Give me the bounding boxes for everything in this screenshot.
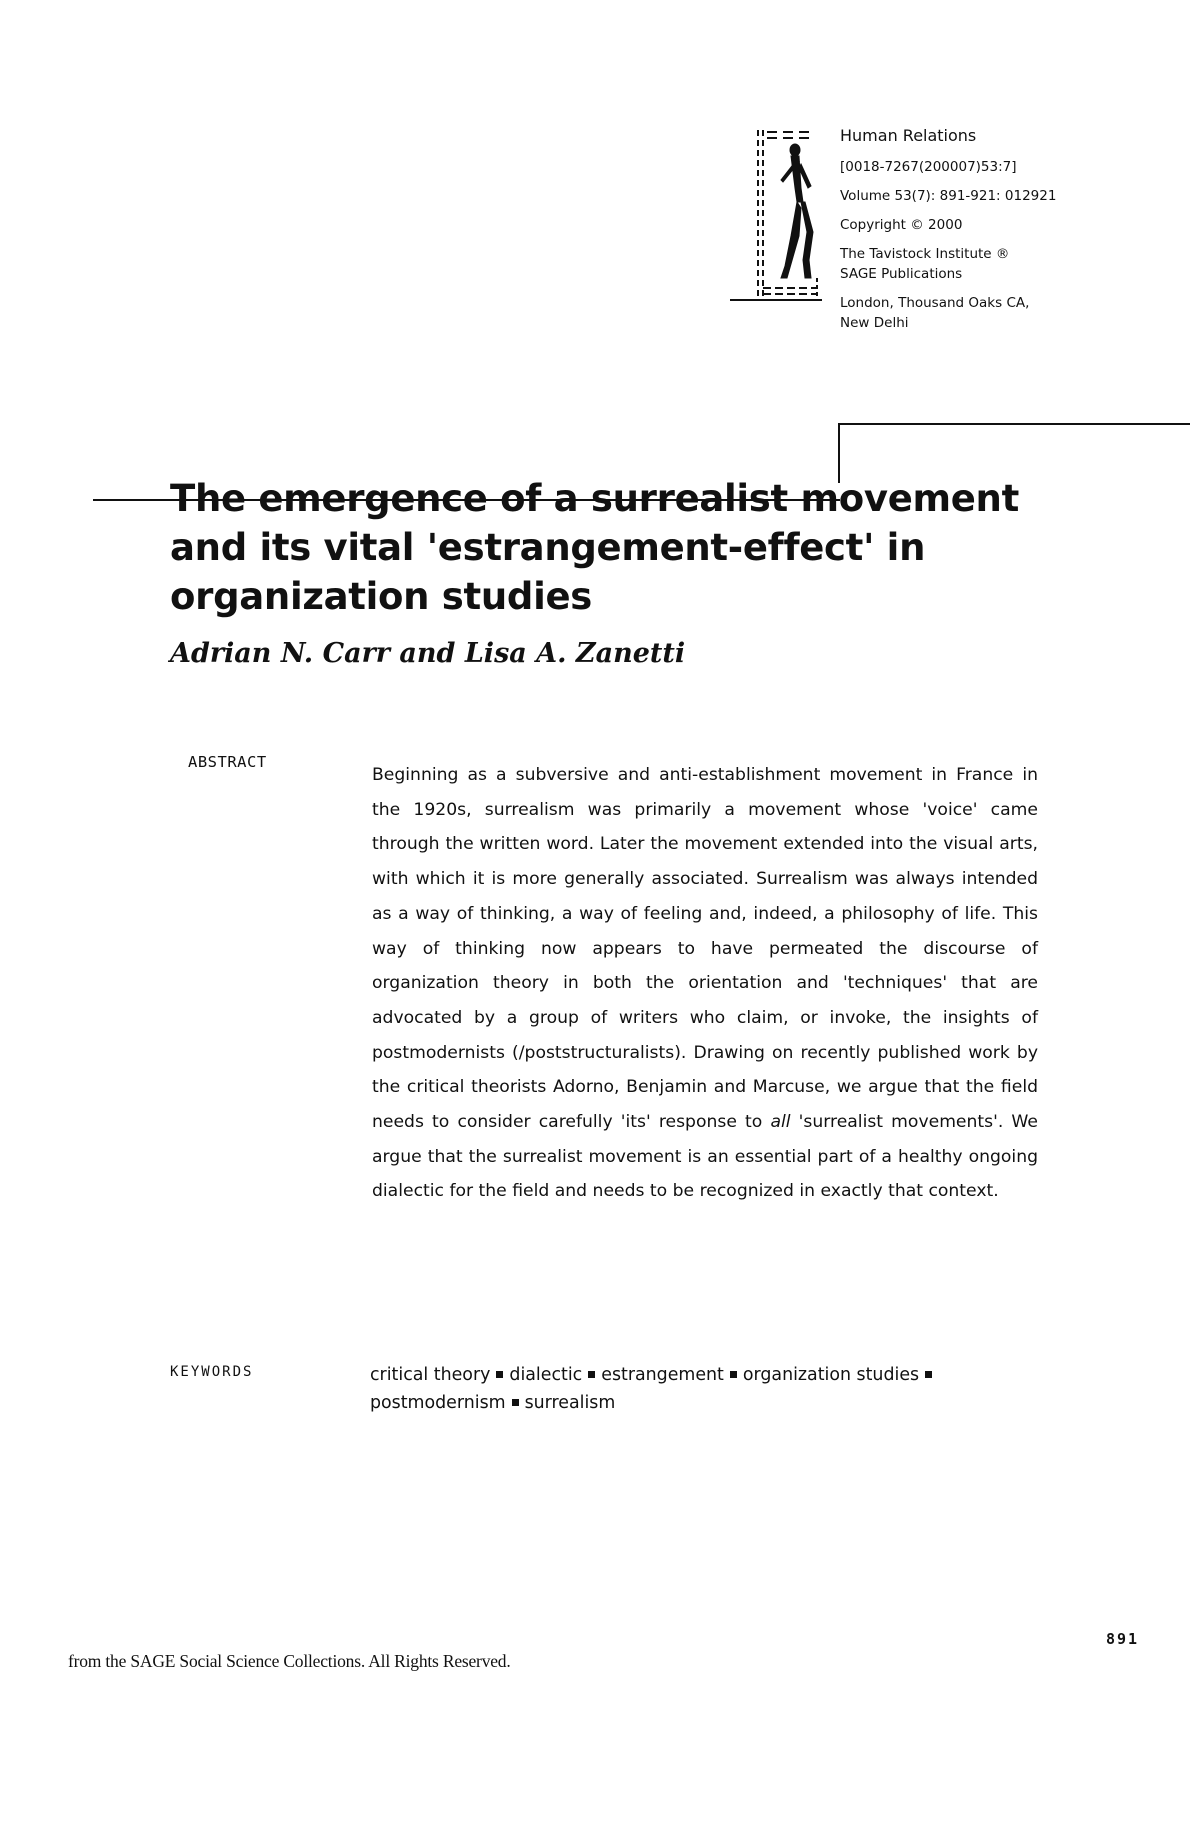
bullet-separator	[925, 1371, 932, 1378]
abstract-text	[372, 758, 1038, 1209]
journal-volume: Volume 53(7): 891-921: 012921	[840, 188, 1057, 204]
bullet-separator	[496, 1371, 503, 1378]
article-authors: Adrian N. Carr and Lisa A. Zanetti	[170, 638, 686, 669]
bullet-separator	[730, 1371, 737, 1378]
article-title-line: The emergence of a surrealist movement	[170, 477, 1019, 520]
abstract-text-part: Beginning as a subversive and anti-establishment movement in France in the 1920s, surrealism was primarily a movement whose 'voice' came through the written word. Later the movement extended into the visual arts, with which it is more generally associated. Surrealism was always intended as a way of thinking, a way of feeling and, indeed, a philosophy of life. This way of thinking now appears to have permeated the discourse of organization theory in both the orientation and 'techniques' that are advocated by a group of writers who claim, or invoke, the insights of postmodernists (/poststructuralists). Drawing on recently published work by the critical theorists Adorno, Benjamin and Marcuse, we argue that the field needs to consider carefully 'its' response to	[372, 765, 1038, 1133]
article-title-line: organization studies	[170, 575, 592, 618]
bullet-separator	[512, 1399, 519, 1406]
keyword: postmodernism	[370, 1393, 506, 1413]
keyword: dialectic	[509, 1365, 583, 1385]
bullet-separator	[588, 1371, 595, 1378]
journal-institute: The Tavistock Institute ®	[840, 246, 1010, 262]
journal-issn: [0018-7267(200007)53:7]	[840, 159, 1017, 175]
journal-locations: London, Thousand Oaks CA,	[840, 295, 1030, 311]
keyword: critical theory	[370, 1365, 491, 1385]
keyword: estrangement	[601, 1365, 724, 1385]
footer-rights-note: from the SAGE Social Science Collections. All Rights Reserved.	[68, 1651, 511, 1671]
journal-publisher: SAGE Publications	[840, 266, 963, 282]
journal-copyright: Copyright © 2000	[840, 217, 963, 233]
journal-name: Human Relations	[840, 126, 977, 145]
page-number: 891	[1106, 1630, 1140, 1648]
abstract-text-part: 'surrealist movements'. We argue that the surrealist movement is an essential part of a healthy ongoing dialectic for the field and needs to be recognized in exactly that context.	[372, 1112, 1038, 1202]
journal-locations-cont: New Delhi	[840, 315, 909, 331]
article-title-line: and its vital 'estrangement-effect' in	[170, 526, 926, 569]
keyword: surrealism	[524, 1393, 616, 1413]
abstract-label: ABSTRACT	[188, 753, 267, 771]
keywords-list	[370, 1361, 1050, 1417]
journal-logo	[755, 128, 825, 298]
decorative-rule	[838, 423, 1190, 425]
article-title	[170, 474, 1070, 621]
keywords-label: KEYWORDS	[170, 1364, 254, 1380]
abstract-emphasis: all	[770, 1112, 791, 1133]
journal-info	[840, 126, 1180, 333]
keyword: organization studies	[742, 1365, 920, 1385]
logo-underline-rule	[730, 299, 822, 301]
